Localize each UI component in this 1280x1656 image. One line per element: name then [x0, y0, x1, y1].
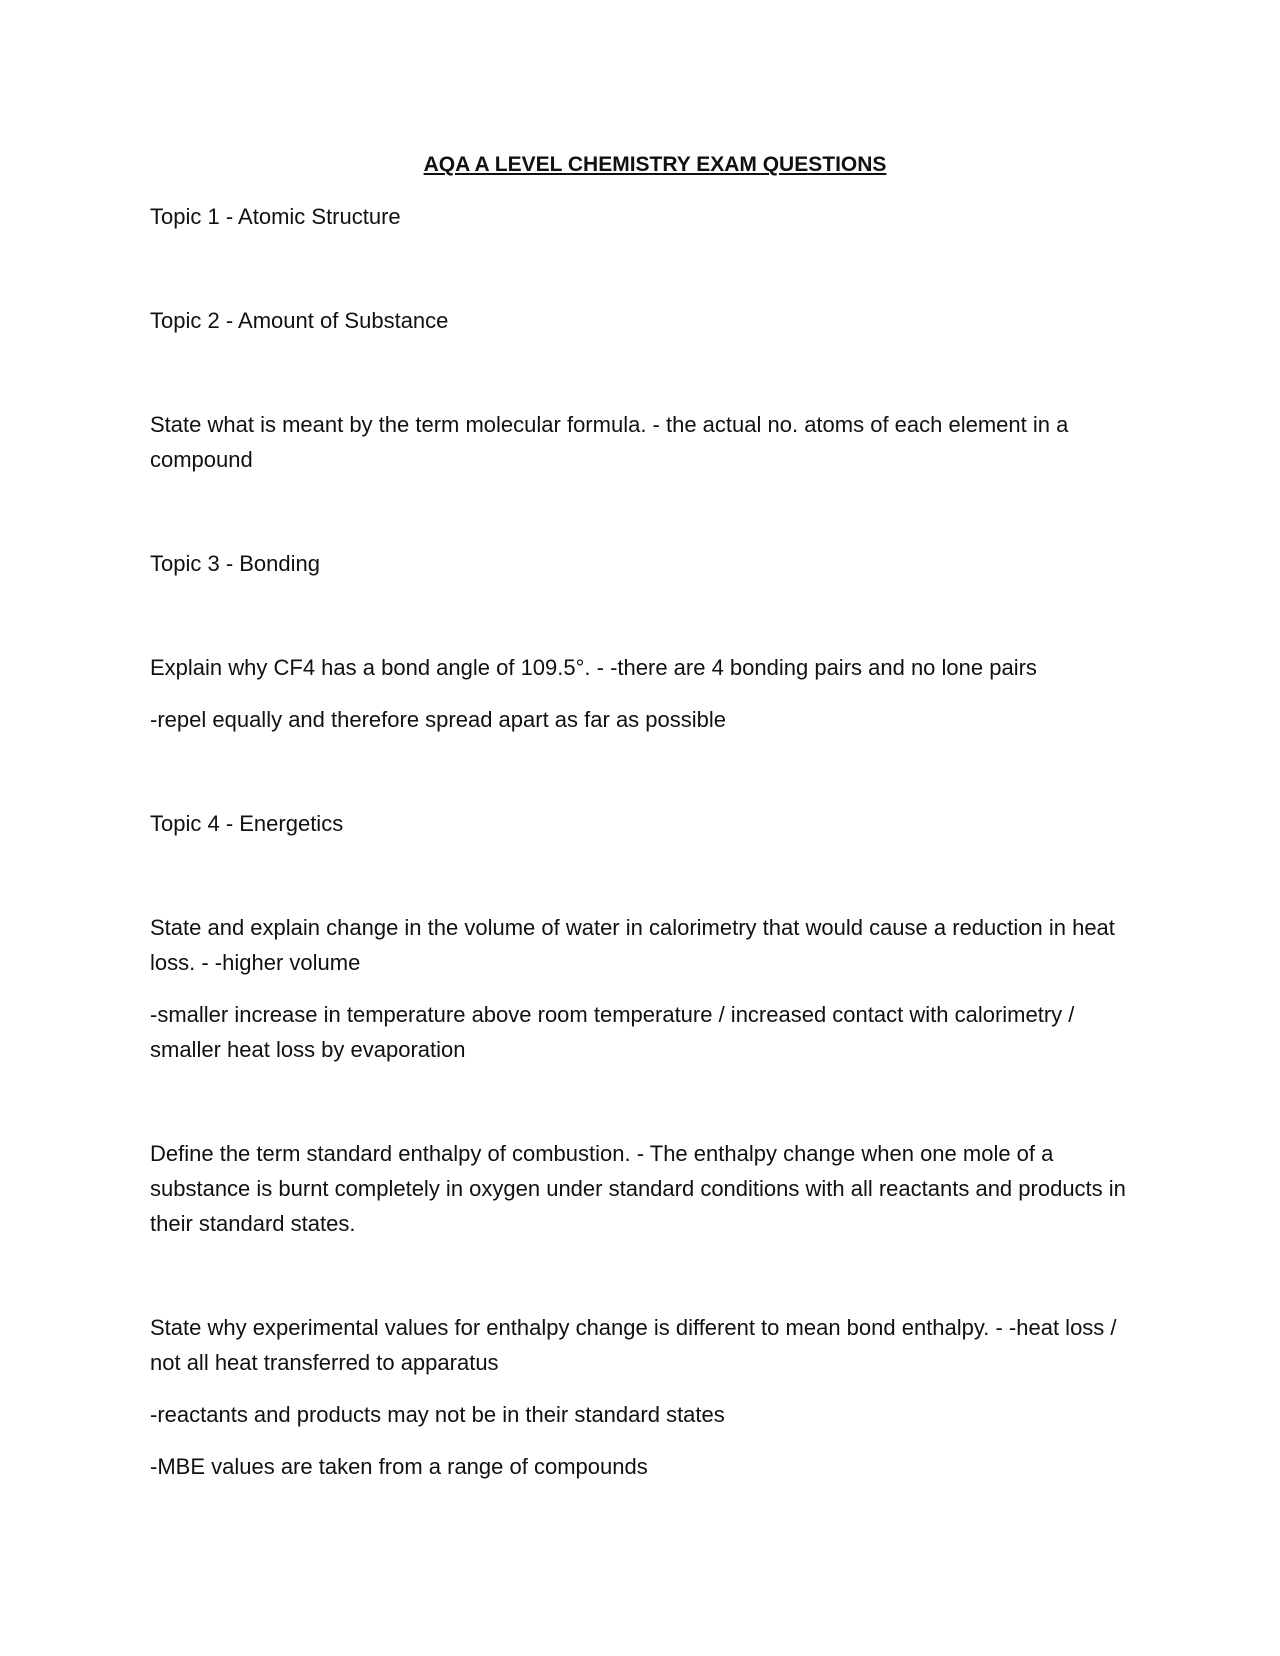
answer-line-smaller-increase: -smaller increase in temperature above room temperature / increased contact with calorimetry / smaller heat loss by evaporation [150, 1002, 1075, 1062]
blank-line [150, 1084, 1130, 1136]
question-molecular-formula: State what is meant by the term molecular formula. - the actual no. atoms of each element in a compound [150, 412, 1069, 472]
topic-heading-energetics: Topic 4 - Energetics [150, 811, 344, 836]
blank-line [150, 1258, 1130, 1310]
blank-line [150, 494, 1130, 546]
document-content [150, 147, 1130, 1501]
topic-heading-amount-of-substance: Topic 2 - Amount of Substance [150, 308, 449, 333]
answer-line-mbe-range: -MBE values are taken from a range of compounds [150, 1454, 648, 1479]
topic-heading-bonding: Topic 3 - Bonding [150, 551, 320, 576]
blank-line [150, 598, 1130, 650]
question-cf4-bond-angle: Explain why CF4 has a bond angle of 109.5°. - -there are 4 bonding pairs and no lone pairs [150, 655, 1037, 680]
question-enthalpy-of-combustion: Define the term standard enthalpy of combustion. - The enthalpy change when one mole of a substance is burnt completely in oxygen under standard conditions with all reactants and products in their standard states. [150, 1141, 1126, 1236]
blank-line [150, 858, 1130, 910]
question-calorimetry-volume: State and explain change in the volume of water in calorimetry that would cause a reduction in heat loss. - -higher volume [150, 915, 1115, 975]
answer-line-repel-equally: -repel equally and therefore spread apart as far as possible [150, 707, 727, 732]
topic-heading-atomic-structure: Topic 1 - Atomic Structure [150, 204, 401, 229]
document-title: AQA A LEVEL CHEMISTRY EXAM QUESTIONS [423, 153, 887, 176]
question-experimental-vs-mbe: State why experimental values for enthalpy change is different to mean bond enthalpy. - -heat loss / not all heat transferred to apparatus [150, 1315, 1117, 1375]
blank-line [150, 251, 1130, 303]
blank-line [150, 355, 1130, 407]
answer-line-standard-states: -reactants and products may not be in their standard states [150, 1402, 725, 1427]
blank-line [150, 754, 1130, 806]
